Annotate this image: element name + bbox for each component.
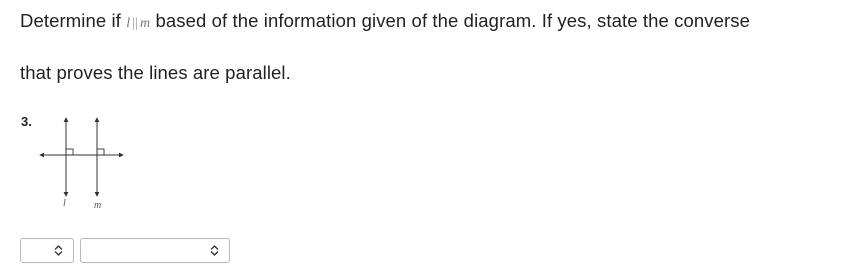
answer-select-1[interactable] xyxy=(20,238,74,263)
right-angle-mark-l xyxy=(66,149,73,155)
question-text-part-1: Determine if xyxy=(20,10,121,31)
answer-select-2[interactable] xyxy=(80,238,230,263)
up-down-chevron-icon xyxy=(54,243,63,258)
right-angle-mark-m xyxy=(97,149,104,155)
label-m: m xyxy=(94,200,102,211)
parallel-statement xyxy=(126,16,150,31)
parallel-lines-diagram xyxy=(36,112,128,202)
problem-number: 3. xyxy=(21,114,32,129)
up-down-chevron-icon xyxy=(210,243,219,258)
math-l: l xyxy=(126,16,131,31)
question-text-line-1 xyxy=(20,10,750,32)
parallel-symbol: || xyxy=(132,16,138,31)
math-m: m xyxy=(140,16,151,31)
question-text-line-2: that proves the lines are parallel. xyxy=(20,62,291,83)
label-l: l xyxy=(63,198,66,209)
question-text-part-2: based of the information given of the diagram. If yes, state the converse xyxy=(155,10,750,31)
